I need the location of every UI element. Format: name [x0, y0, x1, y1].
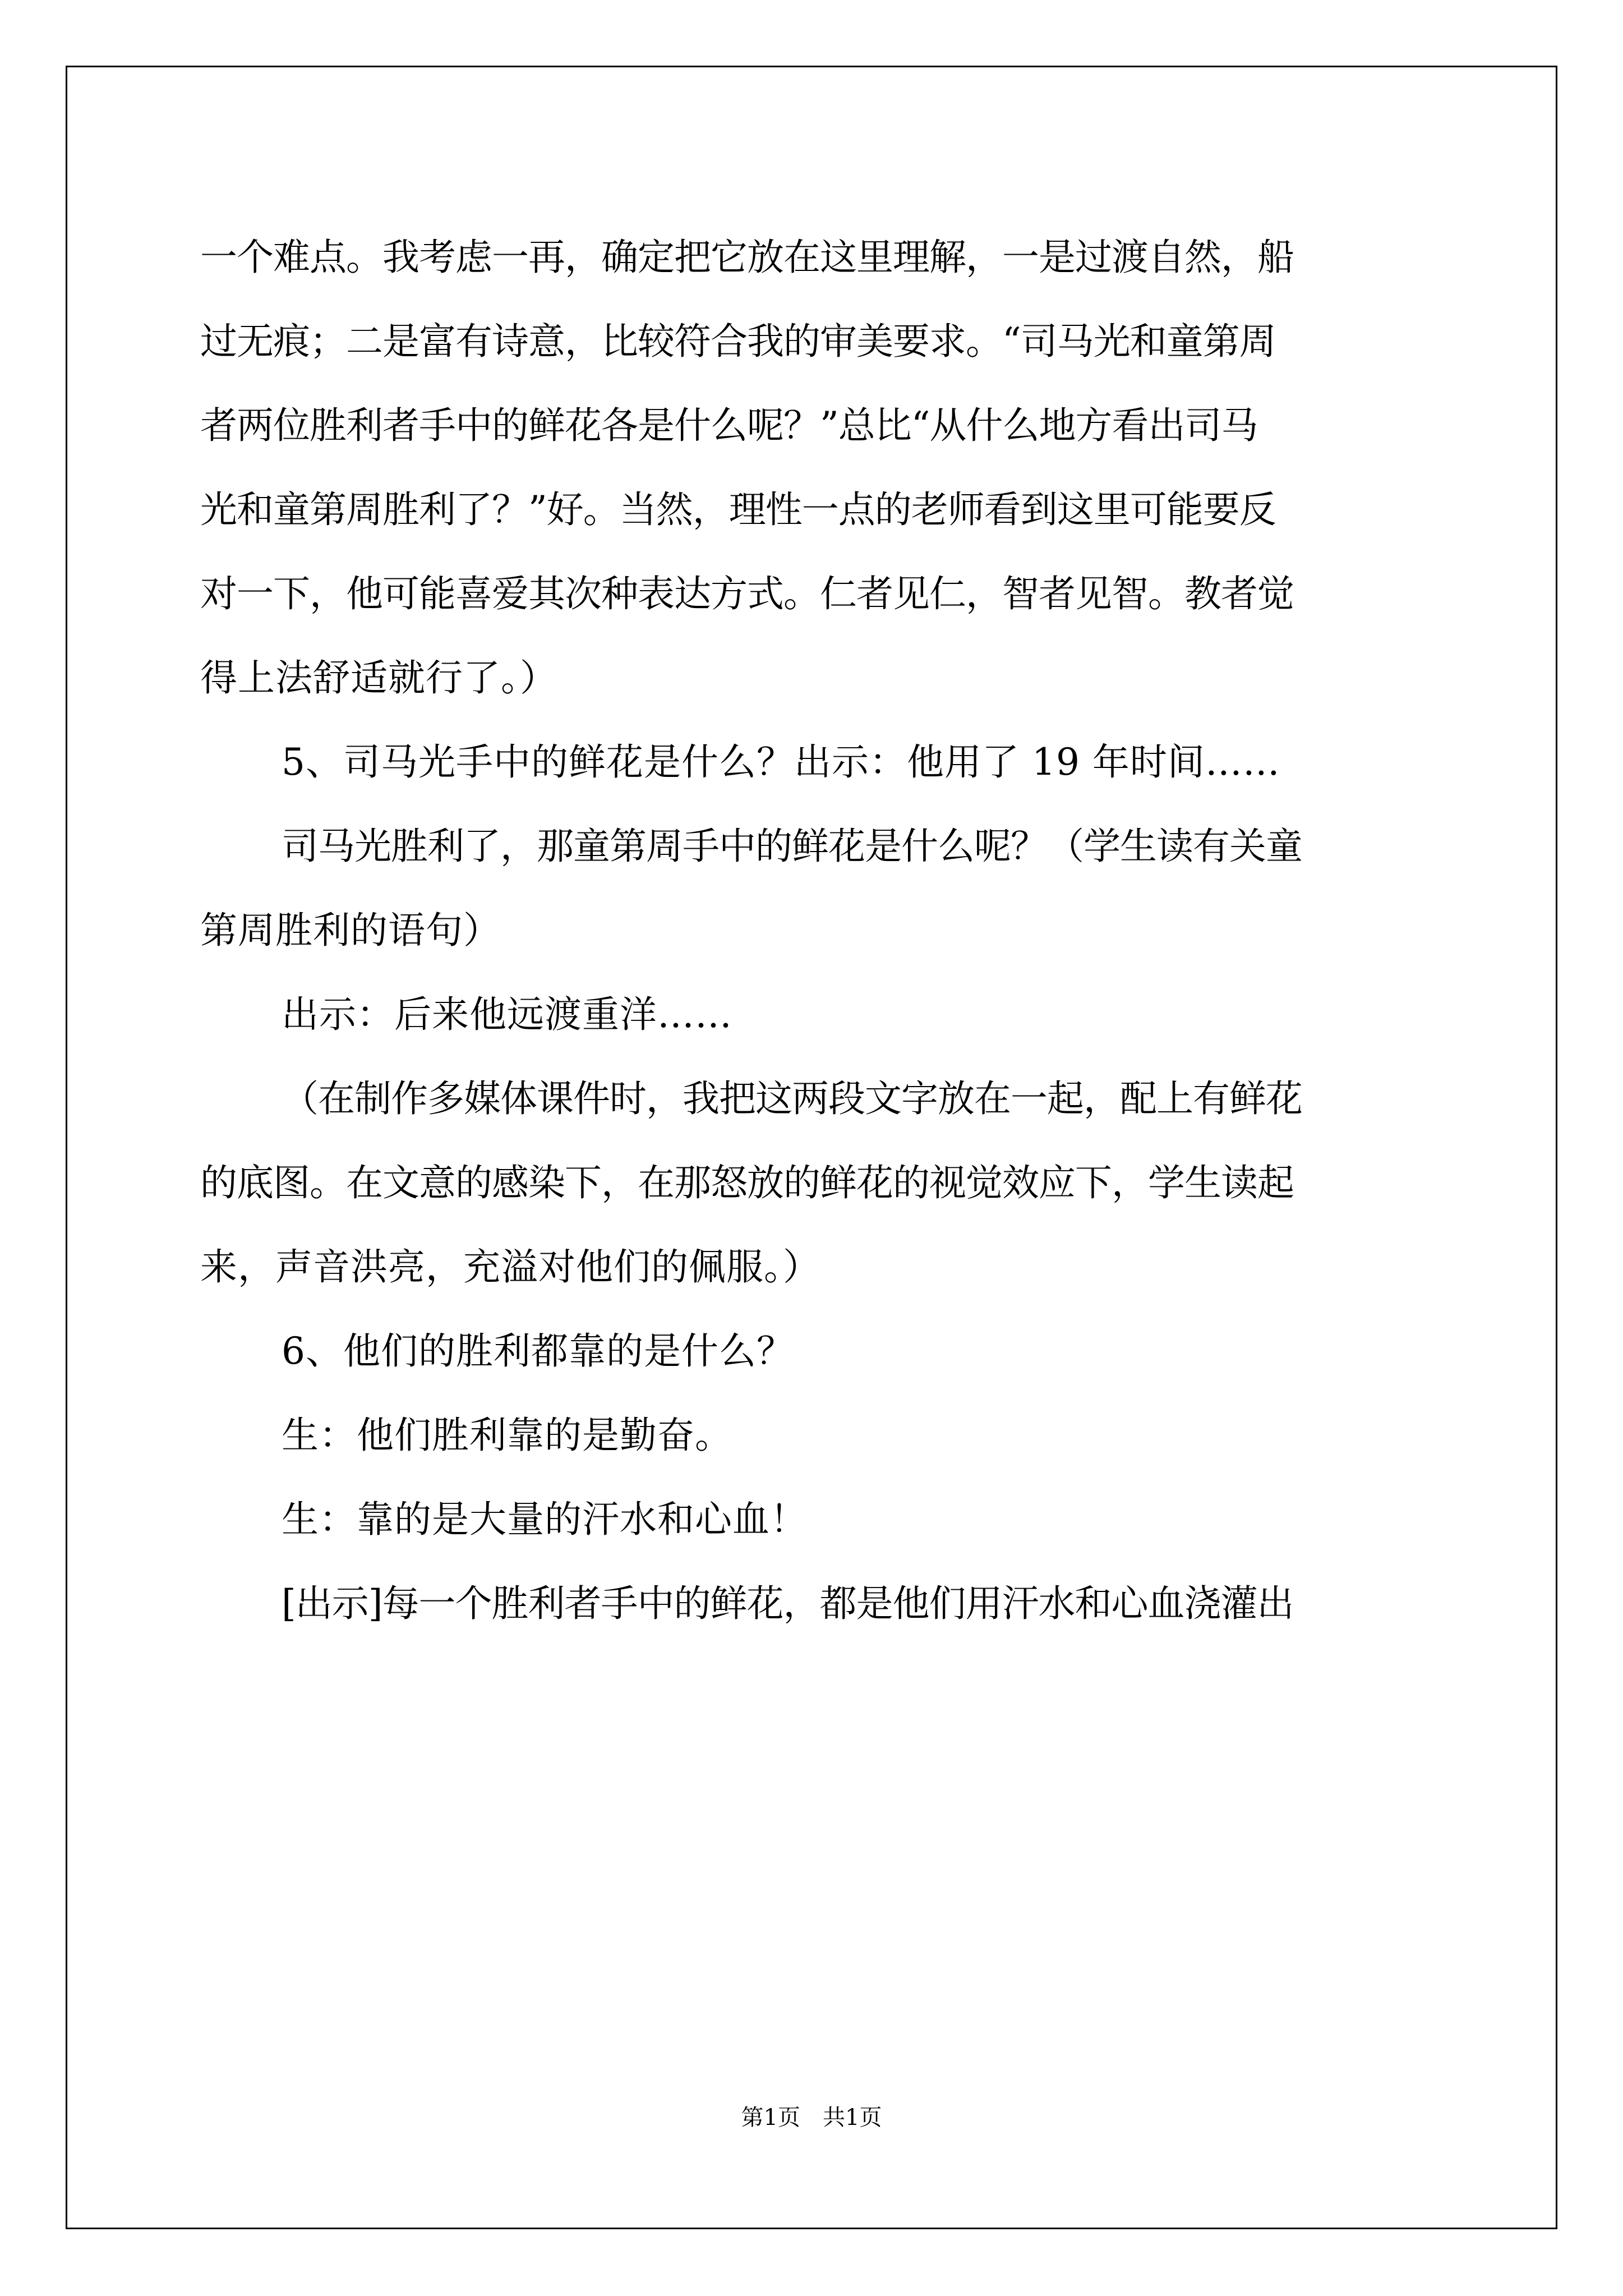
text-line: 第周胜利的语句） — [200, 909, 501, 952]
text-line: 过无痕；二是富有诗意，比较符合我的审美要求。“司马光和童第周 — [200, 320, 1276, 363]
text-line: [出示]每一个胜利者手中的鲜花，都是他们用汗水和心血浇灌出 — [282, 1582, 1294, 1625]
text-line: 生：靠的是大量的汗水和心血！ — [282, 1498, 808, 1541]
text-line: 6、他们的胜利都靠的是什么？ — [282, 1329, 794, 1373]
text-line: 对一下，他可能喜爱其次种表达方式。仁者见仁，智者见智。教者觉 — [200, 572, 1294, 615]
document-body — [200, 215, 1426, 1646]
text-line: 5、司马光手中的鲜花是什么？出示：他用了 19 年时间…… — [282, 740, 1280, 784]
text-line: 者两位胜利者手中的鲜花各是什么呢？”总比“从什么地方看出司马 — [200, 404, 1258, 447]
text-line: 得上法舒适就行了。） — [200, 656, 557, 700]
text-line: 出示：后来他远渡重洋…… — [282, 993, 732, 1036]
text-line: 光和童第周胜利了？”好。当然，理性一点的老师看到这里可能要反 — [200, 488, 1276, 531]
text-line: 来，声音洪亮，充溢对他们的佩服。） — [200, 1245, 820, 1289]
text-line: 生：他们胜利靠的是勤奋。 — [282, 1414, 732, 1457]
text-line: （在制作多媒体课件时，我把这两段文字放在一起，配上有鲜花 — [282, 1077, 1302, 1120]
text-line: 司马光胜利了，那童第周手中的鲜花是什么呢？（学生读有关童 — [282, 825, 1302, 868]
text-line: 一个难点。我考虑一再，确定把它放在这里理解，一是过渡自然，船 — [200, 236, 1294, 279]
text-line: 的底图。在文意的感染下，在那怒放的鲜花的视觉效应下，学生读起 — [200, 1161, 1294, 1204]
page-footer: 第1页 共1页 — [741, 2105, 882, 2131]
